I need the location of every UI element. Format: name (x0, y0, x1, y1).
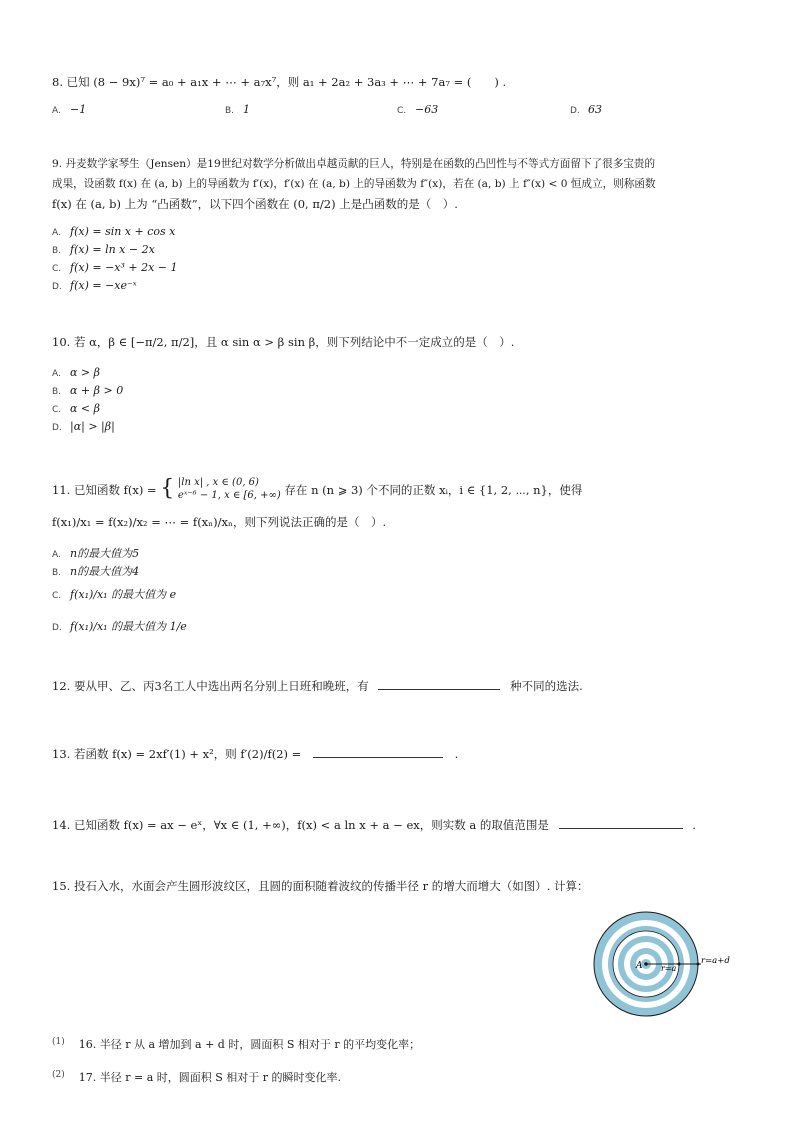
q11-case-2: eˣ⁻⁶ − 1, x ∈ [6, +∞) (177, 490, 281, 501)
option-letter: B. (52, 568, 62, 578)
q11-stem-start: 11. 已知函数 f(x) = (52, 483, 161, 497)
question-14 (52, 816, 696, 834)
option-letter: D. (52, 423, 62, 433)
option-text: f(x) = ln x − 2x (70, 243, 155, 256)
q13-answer-blank[interactable] (313, 745, 443, 758)
option-letter: C. (52, 264, 62, 274)
q9-option-d[interactable] (52, 279, 137, 292)
center-label: A (636, 961, 643, 971)
q13-text-after: . (454, 747, 459, 761)
q10-option-b[interactable] (52, 384, 123, 397)
q8-option-c[interactable] (397, 103, 438, 116)
q12-answer-blank[interactable] (378, 677, 500, 690)
point-r-a (678, 963, 681, 966)
q8-option-a[interactable] (52, 103, 86, 116)
option-text: n的最大值为4 (70, 565, 140, 578)
q11-piecewise (160, 476, 281, 502)
option-letter: A. (52, 369, 61, 379)
q11-stem-end: 存在 n (n ⩾ 3) 个不同的正数 xᵢ，i ∈ {1, 2, ⋯, n}，使得 (284, 483, 583, 497)
inner-radius-label: r=a (661, 964, 677, 973)
q15-sub-1 (52, 1036, 420, 1052)
option-letter: B. (52, 246, 62, 256)
q14-answer-blank[interactable] (559, 816, 683, 829)
option-letter: A. (52, 228, 61, 238)
sub-number: (2) (52, 1070, 65, 1080)
option-text: n的最大值为5 (70, 547, 140, 560)
option-text: f(x) = −x³ + 2x − 1 (70, 261, 178, 274)
q15-sub-2 (52, 1069, 341, 1085)
option-letter: D. (52, 623, 62, 633)
q11-case-1: |ln x| , x ∈ (0, 6) (177, 477, 259, 488)
q8-option-b[interactable] (225, 103, 250, 116)
option-letter: D. (52, 282, 62, 292)
option-text: α + β > 0 (70, 384, 124, 397)
option-text: f(x) = sin x + cos x (70, 225, 176, 238)
question-11-line-1 (52, 478, 582, 504)
question-15-stem: 15. 投石入水，水面会产生圆形波纹区，且圆的面积随着波纹的传播半径 r 的增大而增大（如图）. 计算： (52, 879, 589, 893)
question-9-line-3: f(x) 在 (a, b) 上为 “凸函数”，以下四个函数在 (0, π/2) 上是凸函数的是（ ）. (52, 197, 458, 211)
option-letter: C. (52, 405, 62, 415)
q11-cases (178, 476, 281, 502)
outer-radius-label: r=a+d (701, 956, 730, 966)
q11-option-d[interactable] (52, 618, 187, 634)
question-11-line-2: f(x₁)/x₁ = f(x₂)/x₂ = ⋯ = f(xₙ)/xₙ，则下列说法正确的是（ ）. (52, 515, 387, 529)
option-text: −1 (70, 103, 87, 116)
brace-glyph: { (160, 476, 175, 501)
q9-option-b[interactable] (52, 243, 155, 256)
ripple-figure (588, 910, 748, 1022)
sub-text: 17. 半径 r = a 时，圆面积 S 相对于 r 的瞬时变化率. (78, 1071, 342, 1084)
q9-option-c[interactable] (52, 261, 178, 274)
question-8-stem: 8. 已知 (8 − 9x)⁷ = a₀ + a₁x + ⋯ + a₇x⁷，则 a₁ + 2a₂ + 3a₃ + ⋯ + 7a₇ = ( ) . (52, 75, 507, 89)
option-text: α < β (70, 402, 100, 415)
option-letter: B. (225, 106, 235, 116)
option-text: |α| > |β| (70, 420, 115, 433)
point-r-a-plus-d (697, 963, 700, 966)
q11-option-c[interactable] (52, 586, 176, 602)
option-letter: B. (52, 387, 62, 397)
question-9-line-1: 9. 丹麦数学家琴生（Jensen）是19世纪对数学分析做出卓越贡献的巨人，特别是在函数的凸凹性与不等式方面留下了很多宝贵的 (52, 158, 656, 170)
q10-option-c[interactable] (52, 402, 100, 415)
sub-text: 16. 半径 r 从 a 增加到 a + d 时，圆面积 S 相对于 r 的平均变化率； (78, 1038, 421, 1051)
sub-number: (1) (52, 1037, 65, 1047)
option-text: f(x₁)/x₁ 的最大值为 1/e (70, 620, 187, 633)
option-letter: A. (52, 550, 61, 560)
option-letter: C. (397, 106, 407, 116)
option-text: f(x) = −xe⁻ˣ (70, 279, 137, 292)
question-13 (52, 745, 458, 763)
option-letter: C. (52, 591, 62, 601)
q14-text-before: 14. 已知函数 f(x) = ax − eˣ，∀x ∈ (1, +∞)，f(x) < a ln x + a − ex，则实数 a 的取值范围是 (52, 818, 549, 832)
question-12 (52, 677, 583, 695)
option-text: −63 (415, 103, 439, 116)
option-letter: D. (570, 106, 580, 116)
option-text: 1 (243, 103, 250, 116)
q12-text-before: 12. 要从甲、乙、丙3名工人中选出两名分别上日班和晚班，有 (52, 679, 369, 693)
option-text: f(x₁)/x₁ 的最大值为 e (70, 588, 177, 601)
q13-text-before: 13. 若函数 f(x) = 2xf′(1) + x²，则 f′(2)/f(2) = (52, 747, 302, 761)
q10-option-a[interactable] (52, 366, 100, 379)
option-text: α > β (70, 366, 100, 379)
q14-text-after: . (692, 818, 696, 832)
option-text: 63 (588, 103, 602, 116)
q11-option-a[interactable] (52, 545, 139, 561)
q9-option-a[interactable] (52, 225, 175, 238)
q11-option-b[interactable] (52, 563, 139, 579)
q10-option-d[interactable] (52, 420, 115, 433)
option-letter: A. (52, 106, 61, 116)
center-point (644, 962, 648, 966)
q8-option-d[interactable] (570, 103, 602, 116)
q12-text-after: 种不同的选法. (510, 679, 583, 693)
question-10-stem: 10. 若 α，β ∈ [−π/2, π/2]，且 α sin α > β sin β，则下列结论中不一定成立的是（ ）. (52, 335, 515, 349)
question-9-line-2: 成果，设函数 f(x) 在 (a, b) 上的导函数为 f′(x)，f′(x) 在 (a, b) 上的导函数为 f″(x)，若在 (a, b) 上 f″(x) < 0 恒成立，则称函数 (52, 178, 656, 190)
